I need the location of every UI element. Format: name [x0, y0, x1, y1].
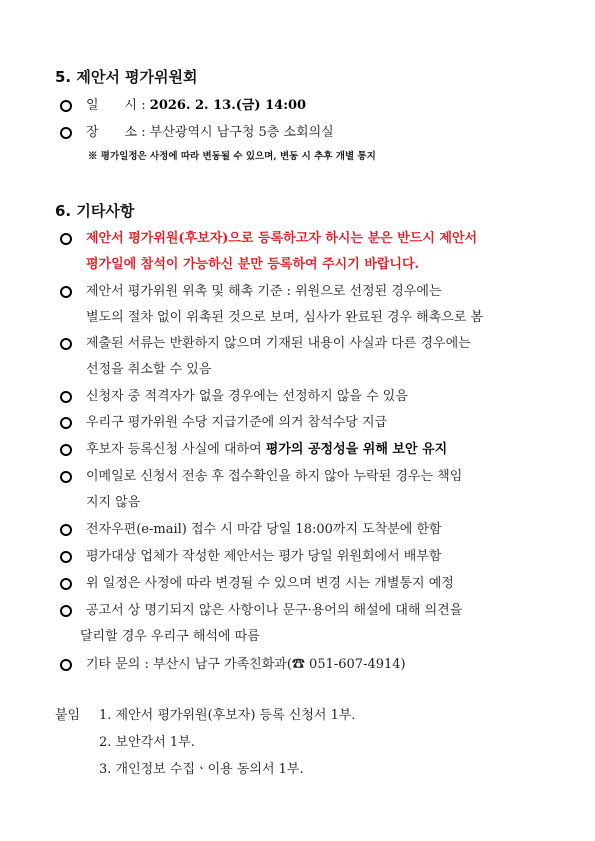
circle-bullet-icon	[60, 338, 72, 350]
date-value: 2026. 2. 13.(금) 14:00	[149, 98, 307, 113]
circle-bullet-icon	[60, 471, 72, 483]
circle-bullet-icon	[60, 605, 72, 617]
schedule-note: ※ 평가일정은 사정에 따라 변동될 수 있으며, 변동 시 추후 개별 통지	[88, 151, 376, 162]
date-label: 일 시 :	[86, 98, 146, 113]
section5-title: 5. 제안서 평가위원회	[55, 68, 198, 86]
circle-bullet-icon	[60, 100, 72, 112]
list-item-continuation: 선정을 취소할 수 있음	[86, 362, 212, 377]
circle-bullet-icon	[60, 417, 72, 429]
attachment-item: 2. 보안각서 1부.	[99, 735, 195, 750]
circle-bullet-icon	[60, 578, 72, 590]
document-page: 5. 제안서 평가위원회 일 시 : 2026. 2. 13.(금) 14:00 장 소 : 부산광역시 남구청 5층 소회의실 ※ 평가일정은 사정에 따라 변동될 수 있으며, 변동 시 추후 개별 통지 6. 기타사항 제안서 평가위원(후보자)으로 등록하고자 하시는 분은 반드시 제안서 평가일에 참석이 가능하신 분만 등록하여 주시기 바랍니다. 제안서 평가위원 위촉 및 해촉 기준 : 위원으로 선정된 경우에는 별도의 절차 없이 위촉된 것으로 보며, 심사가 완료된 경우 해촉으로 봄 제출된 서류는 반환하지 않으며 기재된 내용이 사실과 다른 경우에는 선정을 취소할 수 있음 신청자 중 적격자가 없을 경우에는 선정하지 않을 수 있음 우리구 평가위원 수당 지급기준에 의거 참석수당 지급 후보자 등록신청 사실에 대하여 평가의 공정성을 위해 보안 유지 이메일로 신청서 전송 후 접수확인을 하지 않아 누락된 경우는 책임 지지 않음 전자우편(e-mail) 접수 시 마감 당일 18:00까지 도착분에 한함 평가대상 업체가 작성한 제안서는 평가 당일 위원회에서 배부함 위 일정은 사정에 따라 변경될 수 있으며 변경 시는 개별통지 예정 공고서 상 명기되지 않은 사항이나 문구·용어의 해설에 대해 의견을 달리할 경우 우리구 해석에 따름 기타 문의 : 부산시 남구 가족친화과(☎ 051-607-4914) 붙임 1. 제안서 평가위원(후보자) 등록 신청서 1부. 2. 보안각서 1부. 3. 개인정보 수집ㆍ이용 동의서 1부.	[0, 0, 595, 841]
circle-bullet-icon	[60, 524, 72, 536]
circle-bullet-icon	[60, 391, 72, 403]
list-item-continuation: 별도의 절차 없이 위촉된 것으로 보며, 심사가 완료된 경우 해촉으로 봄	[86, 310, 484, 325]
list-item-continuation: 지지 않음	[86, 495, 141, 510]
attachments-label: 붙임	[55, 708, 81, 723]
section6-title: 6. 기타사항	[55, 202, 135, 220]
circle-bullet-icon	[60, 659, 72, 671]
security-emphasis: 평가의 공정성을 위해 보안 유지	[265, 442, 448, 457]
list-item-continuation: 평가일에 참석이 가능하신 분만 등록하여 주시기 바랍니다.	[86, 257, 420, 272]
circle-bullet-icon	[60, 551, 72, 563]
attachment-item: 1. 제안서 평가위원(후보자) 등록 신청서 1부.	[99, 708, 356, 723]
circle-bullet-icon	[60, 233, 72, 245]
circle-bullet-icon	[60, 286, 72, 298]
circle-bullet-icon	[60, 127, 72, 139]
attachment-item: 3. 개인정보 수집ㆍ이용 동의서 1부.	[99, 762, 304, 777]
circle-bullet-icon	[60, 444, 72, 456]
place-label: 장 소 :	[86, 125, 146, 140]
place-value: 부산광역시 남구청 5층 소회의실	[149, 125, 334, 140]
list-item-continuation: 달리할 경우 우리구 해석에 따름	[80, 629, 260, 644]
